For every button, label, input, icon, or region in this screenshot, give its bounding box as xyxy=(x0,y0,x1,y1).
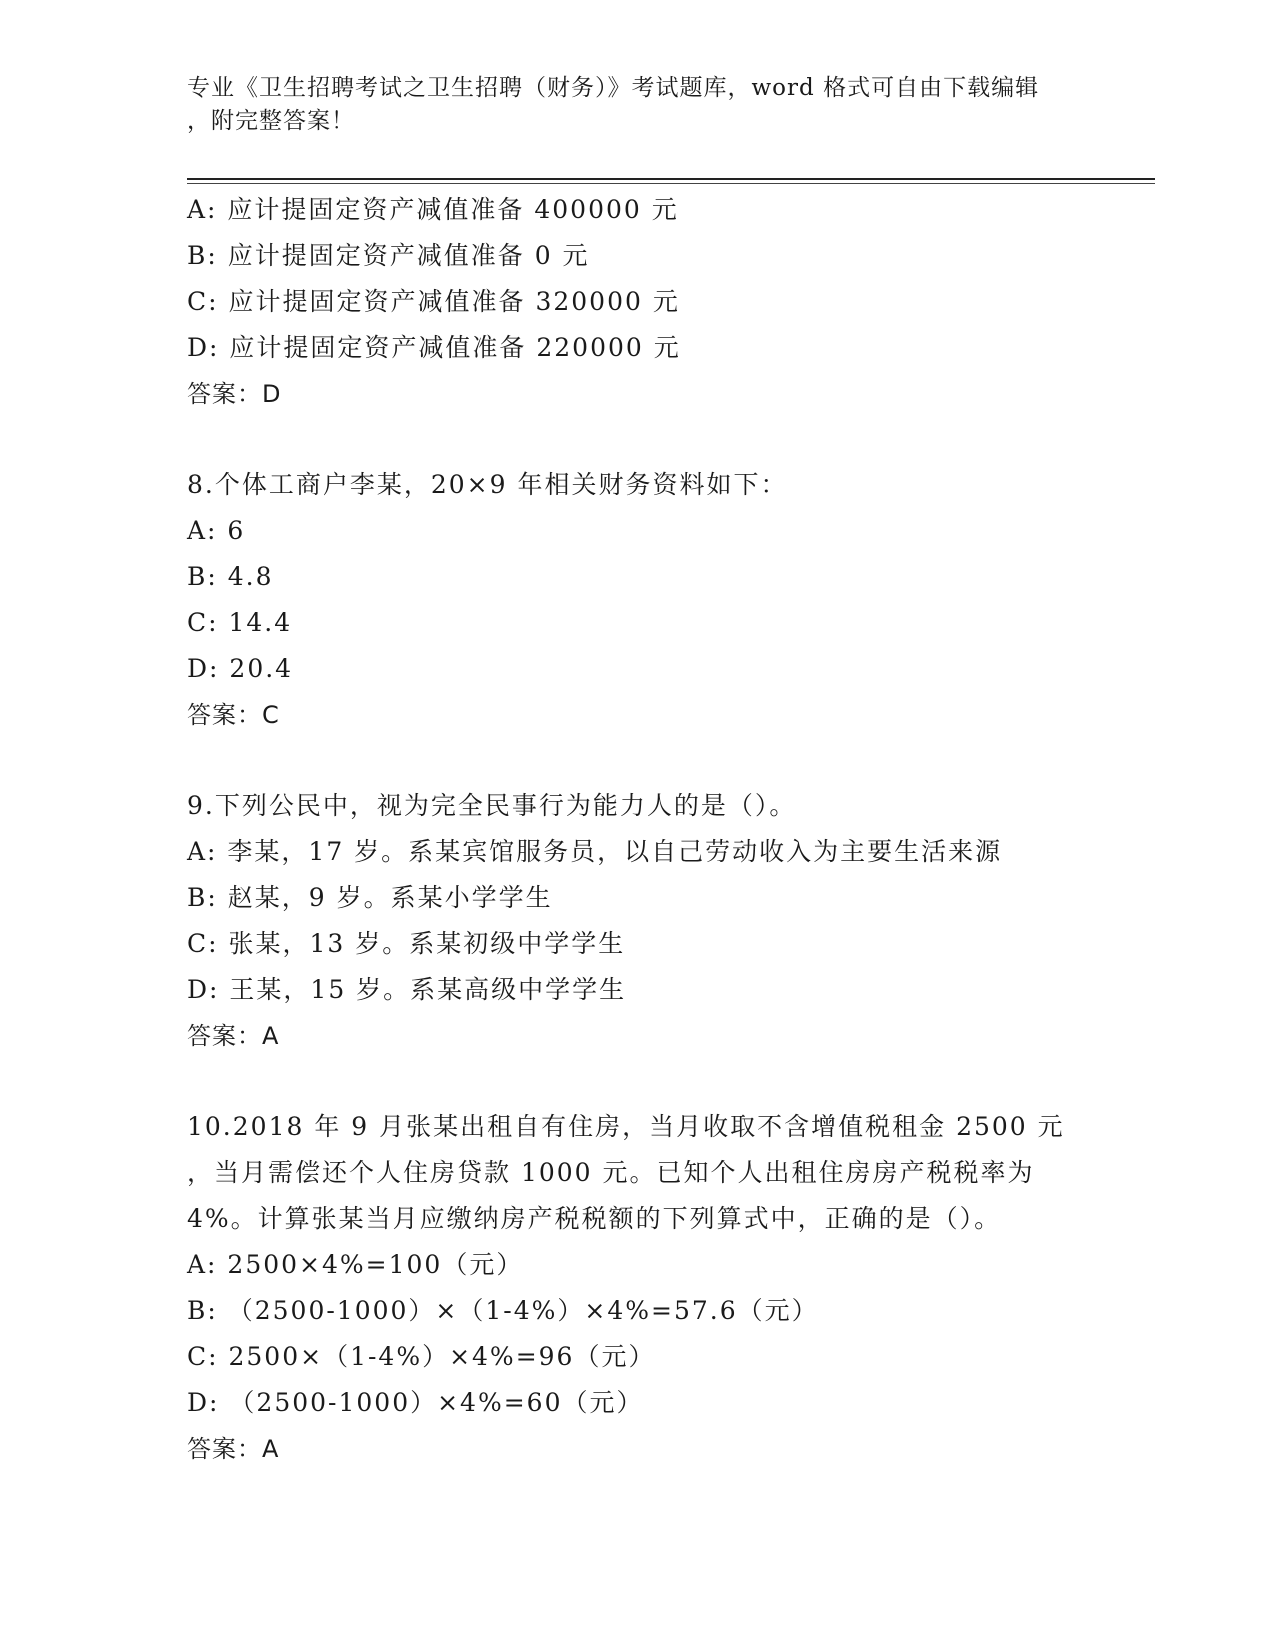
q10-question-line-1: 10.2018 年 9 月张某出租自有住房，当月收取不含增值税租金 2500 元 xyxy=(187,1112,1065,1141)
spacer xyxy=(187,417,1107,462)
q9-option-a: A: 李某，17 岁。系某宾馆服务员，以自己劳动收入为主要生活来源 xyxy=(187,837,1003,866)
q7-option-d: D: 应计提固定资产减值准备 220000 元 xyxy=(187,333,681,362)
q8-option-a: A: 6 xyxy=(187,516,246,545)
q8-option-b: B: 4.8 xyxy=(187,562,274,591)
q10-question-line-3: 4%。计算张某当月应缴纳房产税税额的下列算式中，正确的是（）。 xyxy=(187,1204,1002,1233)
q9-option-d: D: 王某，15 岁。系某高级中学学生 xyxy=(187,975,627,1004)
q9-option-b: B: 赵某，9 岁。系某小学学生 xyxy=(187,883,553,912)
spacer xyxy=(187,1059,1107,1104)
q7-option-c: C: 应计提固定资产减值准备 320000 元 xyxy=(187,287,680,316)
q7-option-a: A: 应计提固定资产减值准备 400000 元 xyxy=(187,195,679,224)
q10-option-a: A: 2500×4%=100（元） xyxy=(187,1250,524,1279)
q9-answer: 答案：A xyxy=(187,1022,280,1050)
spacer xyxy=(187,738,1107,783)
q8-question: 8.个体工商户李某，20×9 年相关财务资料如下： xyxy=(187,470,788,499)
q10-option-d: D: （2500-1000）×4%=60（元） xyxy=(187,1388,644,1417)
q7-option-b: B: 应计提固定资产减值准备 0 元 xyxy=(187,241,590,270)
q8-option-c: C: 14.4 xyxy=(187,608,293,637)
header-divider-thin xyxy=(187,183,1155,184)
document-body xyxy=(187,187,1107,1472)
header-line-2: ，附完整答案！ xyxy=(187,108,355,134)
q10-answer: 答案：A xyxy=(187,1435,280,1463)
q9-question: 9.下列公民中，视为完全民事行为能力人的是（）。 xyxy=(187,791,797,820)
q10-option-c: C: 2500×（1-4%）×4%=96（元） xyxy=(187,1342,656,1371)
q10-option-b: B: （2500-1000）×（1-4%）×4%=57.6（元） xyxy=(187,1296,819,1325)
header-line-1: 专业《卫生招聘考试之卫生招聘（财务）》考试题库，word 格式可自由下载编辑 xyxy=(187,75,1040,101)
q9-option-c: C: 张某，13 岁。系某初级中学学生 xyxy=(187,929,626,958)
document-header xyxy=(187,72,1077,138)
header-divider-thick xyxy=(187,178,1155,180)
q8-option-d: D: 20.4 xyxy=(187,654,294,683)
q10-question-line-2: ，当月需偿还个人住房贷款 1000 元。已知个人出租住房房产税税率为 xyxy=(187,1158,1035,1187)
q8-answer: 答案：C xyxy=(187,701,280,729)
q7-answer: 答案：D xyxy=(187,380,282,408)
